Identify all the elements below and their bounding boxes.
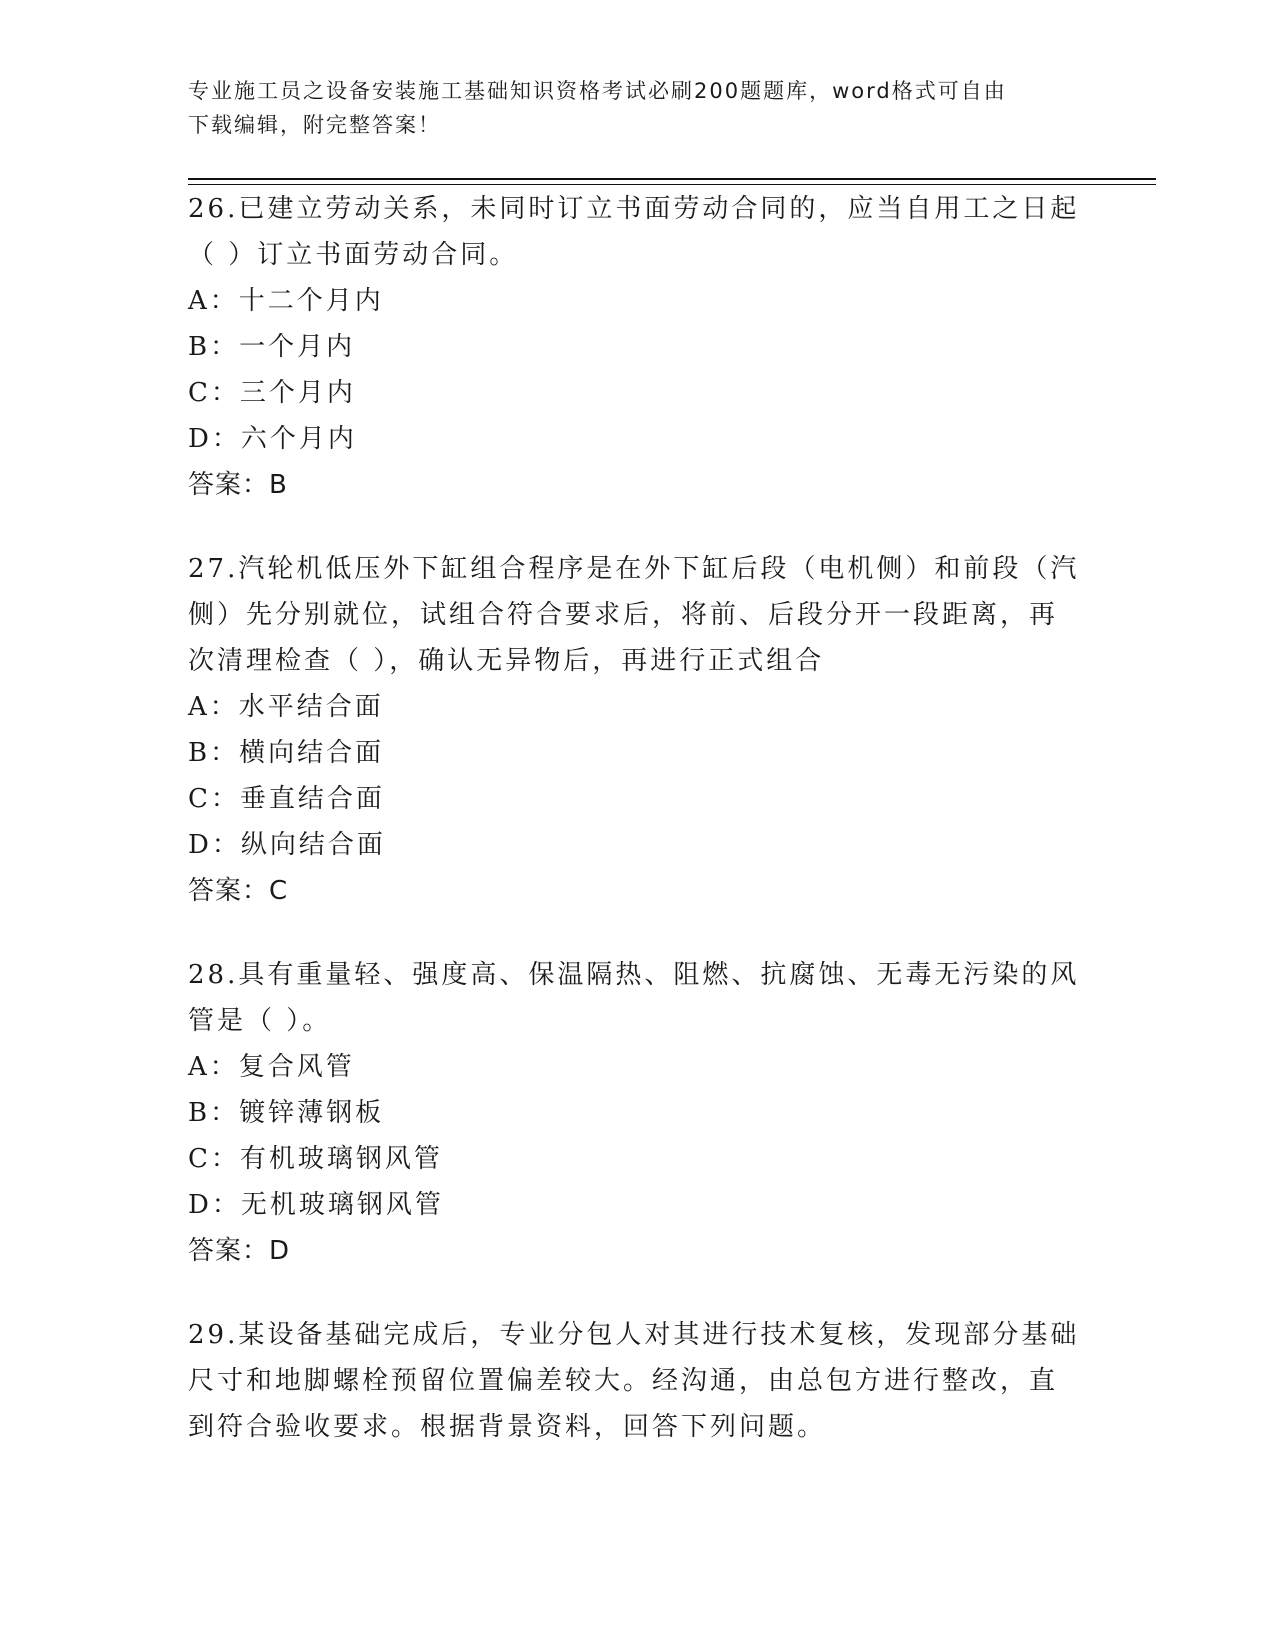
header-line-2: 下载编辑，附完整答案！ bbox=[188, 113, 441, 137]
question-28 bbox=[188, 952, 1088, 1274]
question-27 bbox=[188, 546, 1088, 914]
question-spacer bbox=[188, 1274, 1088, 1312]
question-stem-line: 到符合验收要求。根据背景资料，回答下列问题。 bbox=[188, 1412, 827, 1442]
header-divider-thick bbox=[188, 178, 1156, 180]
question-29 bbox=[188, 1312, 1088, 1450]
question-spacer bbox=[188, 508, 1088, 546]
option-d: D：纵向结合面 bbox=[188, 830, 386, 860]
header-divider-thin bbox=[188, 184, 1156, 185]
document-header bbox=[188, 74, 1078, 142]
answer-line: 答案：C bbox=[188, 876, 289, 906]
option-c: C：垂直结合面 bbox=[188, 784, 385, 814]
option-c: C：三个月内 bbox=[188, 378, 356, 408]
option-a: A：复合风管 bbox=[188, 1052, 355, 1082]
question-list bbox=[188, 186, 1088, 1450]
answer-line: 答案：B bbox=[188, 470, 288, 500]
question-26 bbox=[188, 186, 1088, 508]
option-a: A：水平结合面 bbox=[188, 692, 384, 722]
question-stem-line: 尺寸和地脚螺栓预留位置偏差较大。经沟通，由总包方进行整改，直 bbox=[188, 1366, 1059, 1396]
option-b: B：镀锌薄钢板 bbox=[188, 1098, 385, 1128]
option-d: D：六个月内 bbox=[188, 424, 357, 454]
question-stem-line: 28.具有重量轻、强度高、保温隔热、阻燃、抗腐蚀、无毒无污染的风 bbox=[188, 960, 1080, 990]
question-spacer bbox=[188, 914, 1088, 952]
option-b: B：横向结合面 bbox=[188, 738, 385, 768]
question-stem-line: （ ）订立书面劳动合同。 bbox=[188, 240, 519, 270]
option-b: B：一个月内 bbox=[188, 332, 356, 362]
option-c: C：有机玻璃钢风管 bbox=[188, 1144, 443, 1174]
option-d: D：无机玻璃钢风管 bbox=[188, 1190, 444, 1220]
question-stem-line: 次清理检查（ ），确认无异物后，再进行正式组合 bbox=[188, 646, 825, 676]
question-stem-line: 26.已建立劳动关系，未同时订立书面劳动合同的，应当自用工之日起 bbox=[188, 194, 1080, 224]
question-stem-line: 管是（ ）。 bbox=[188, 1006, 332, 1036]
option-a: A：十二个月内 bbox=[188, 286, 384, 316]
question-stem-line: 29.某设备基础完成后，专业分包人对其进行技术复核，发现部分基础 bbox=[188, 1320, 1080, 1350]
question-stem-line: 侧）先分别就位，试组合符合要求后，将前、后段分开一段距离，再 bbox=[188, 600, 1059, 630]
question-stem-line: 27.汽轮机低压外下缸组合程序是在外下缸后段（电机侧）和前段（汽 bbox=[188, 554, 1080, 584]
answer-line: 答案：D bbox=[188, 1236, 291, 1266]
header-line-1: 专业施工员之设备安装施工基础知识资格考试必刷200题题库，word格式可自由 bbox=[188, 79, 1007, 103]
